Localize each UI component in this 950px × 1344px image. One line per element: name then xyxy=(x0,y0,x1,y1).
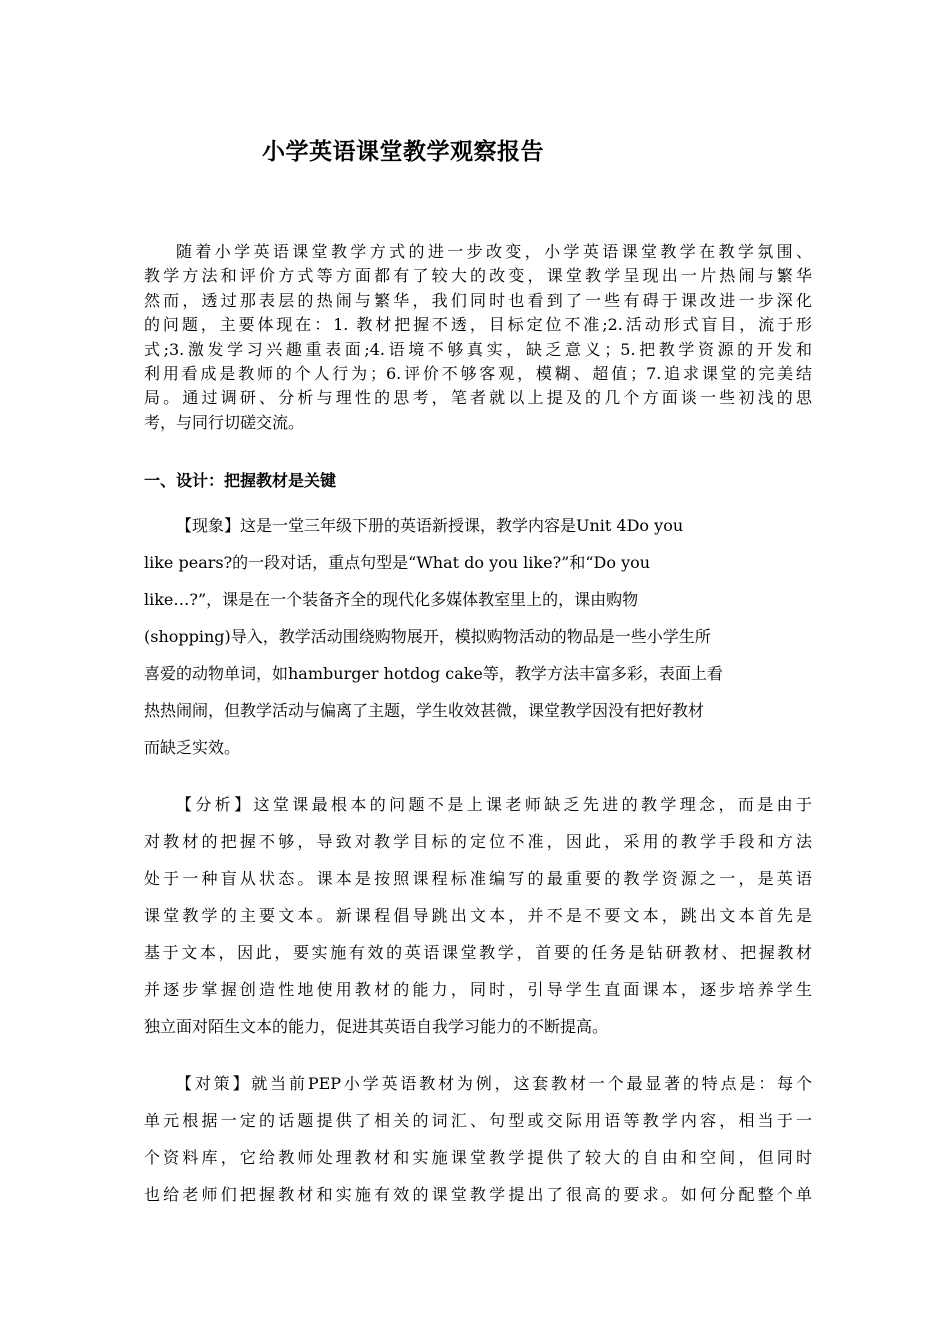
phenomenon-line: 热热闹闹，但教学活动与偏离了主题，学生收效甚微，课堂教学因没有把好教材 xyxy=(144,701,705,720)
document-title: 小学英语课堂教学观察报告 xyxy=(262,139,544,165)
strategy-paragraph xyxy=(144,1065,812,1213)
phenomenon-line: 而缺乏实效。 xyxy=(144,738,241,757)
strategy-line: 个资料库，它给教师处理教材和实施课堂教学提供了较大的自由和空间，但同时 xyxy=(144,1148,812,1167)
intro-line: 局。通过调研、分析与理性的思考，笔者就以上提及的几个方面谈一些初浅的思 xyxy=(144,388,812,408)
analysis-line: 基于文本，因此，要实施有效的英语课堂教学，首要的任务是钻研教材、把握教材 xyxy=(144,943,812,962)
strategy-line: 单元根据一定的话题提供了相关的词汇、句型或交际用语等教学内容，相当于一 xyxy=(144,1111,812,1130)
phenomenon-line: like pears?的一段对话，重点句型是“What do you like?”和“Do you xyxy=(144,553,651,572)
analysis-line: 课堂教学的主要文本。新课程倡导跳出文本，并不是不要文本，跳出文本首先是 xyxy=(144,906,812,925)
phenomenon-line: 【现象】这是一堂三年级下册的英语新授课，教学内容是Unit 4Do you xyxy=(176,516,684,535)
strategy-line: 【对策】就当前PEP小学英语教材为例，这套教材一个最显著的特点是：每个 xyxy=(176,1074,812,1093)
strategy-line: 也给老师们把握教材和实施有效的课堂教学提出了很高的要求。如何分配整个单 xyxy=(144,1185,812,1204)
intro-line: 考，与同行切磋交流。 xyxy=(144,412,305,432)
analysis-line: 【分析】这堂课最根本的问题不是上课老师缺乏先进的教学理念，而是由于 xyxy=(176,795,812,814)
phenomenon-line: 喜爱的动物单词，如hamburger hotdog cake等，教学方法丰富多彩，表面上看 xyxy=(144,664,723,683)
analysis-line: 处于一种盲从状态。课本是按照课程标准编写的最重要的教学资源之一，是英语 xyxy=(144,869,812,888)
analysis-paragraph xyxy=(144,786,812,1045)
analysis-line: 对教材的把握不够，导致对教学目标的定位不准，因此，采用的教学手段和方法 xyxy=(144,832,812,851)
analysis-line: 独立面对陌生文本的能力，促进其英语自我学习能力的不断提高。 xyxy=(144,1017,609,1036)
phenomenon-line: like…?”，课是在一个装备齐全的现代化多媒体教室里上的，课由购物 xyxy=(144,590,639,609)
phenomenon-line: (shopping)导入，教学活动围绕购物展开，模拟购物活动的物品是一些小学生所 xyxy=(144,627,711,646)
intro-line: 式;3.激发学习兴趣重表面;4.语境不够真实，缺乏意义；5.把教学资源的开发和 xyxy=(144,339,812,359)
intro-line: 教学方法和评价方式等方面都有了较大的改变，课堂教学呈现出一片热闹与繁华 xyxy=(144,266,812,286)
intro-line: 然而，透过那表层的热闹与繁华，我们同时也看到了一些有碍于课改进一步深化 xyxy=(144,290,812,310)
intro-paragraph xyxy=(144,240,812,435)
intro-line: 随着小学英语课堂教学方式的进一步改变，小学英语课堂教学在教学氛围、 xyxy=(176,242,812,261)
intro-line: 的问题，主要体现在：1. 教材把握不透，目标定位不准;2.活动形式盲目，流于形 xyxy=(144,315,812,335)
intro-line: 利用看成是教师的个人行为；6.评价不够客观，模糊、超值；7.追求课堂的完美结 xyxy=(144,364,812,384)
phenomenon-paragraph xyxy=(144,507,812,766)
analysis-line: 并逐步掌握创造性地使用教材的能力，同时，引导学生直面课本，逐步培养学生 xyxy=(144,980,812,999)
section-heading: 一、设计：把握教材是关键 xyxy=(144,471,337,490)
